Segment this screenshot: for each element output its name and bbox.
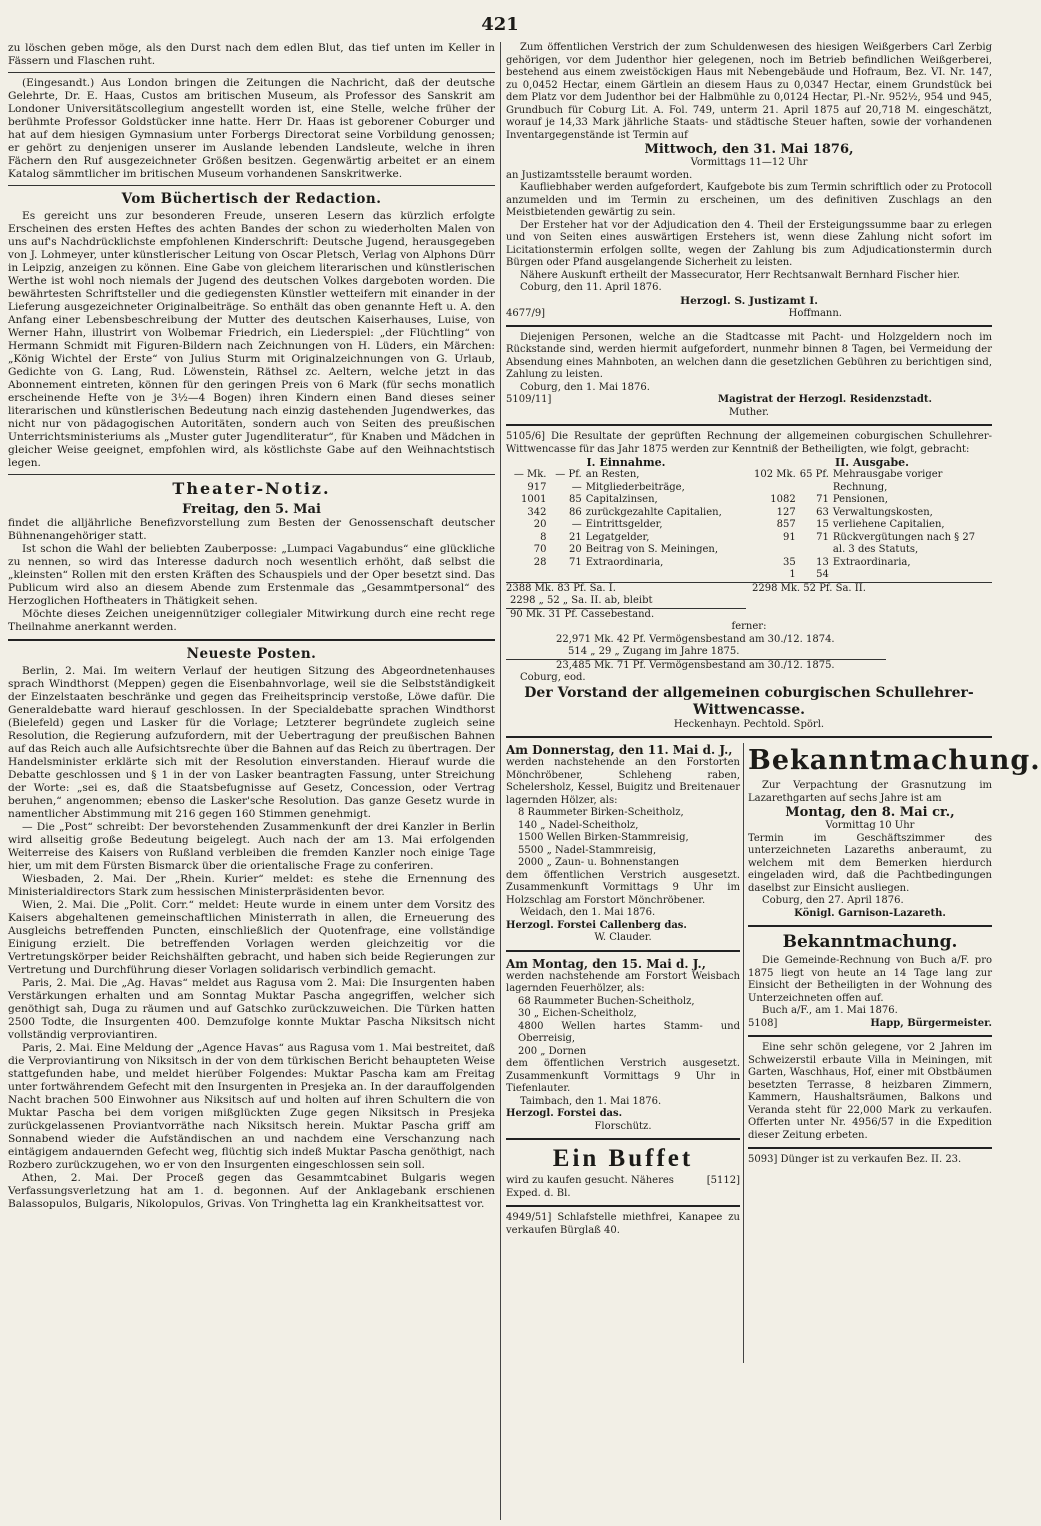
left-column [8, 42, 495, 1520]
ausgabe-cell: 54 [816, 569, 829, 580]
einnahme-row [506, 532, 746, 545]
villa-ad: Eine sehr schön gelegene, vor 2 Jahren im Schweizerstil erbaute Villa in Meiningen, mit Garten, Waschhaus, Hof, einer mit Obstbäumen besetzten Terrasse, 8 heizbaren Zimmern, Kammern, Haushaltsräumen, Balkons und Veranda steht für 22,000 Mark zu verkaufen. Offerten unter Nr. 4956/57 in die Expedition dieser Zeitung erbeten. [748, 1042, 992, 1141]
einnahme-cell: Beitrag von S. Meiningen, [585, 544, 719, 555]
bekanntmachung-2-text: Die Gemeinde-Rechnung von Buch a/F. pro 1875 liegt von heute an 14 Tage lang zur Einsicht der Betheiligten in der Wohnung des Unterzeichneten offen auf. [748, 955, 992, 1004]
bekanntmachung-2-place: Buch a/F., am 1. Mai 1876. [762, 1005, 898, 1016]
holz1-item: 5500 „ Nadel-Stammreisig, [518, 844, 657, 856]
theater-heading: Theater-Notiz. [172, 479, 331, 498]
einnahme-cell: — Mk. [513, 469, 547, 480]
buechertisch-article: Es gereicht uns zur besonderen Freude, unseren Lesern das kürzlich erfolgte Erscheinen des ersten Heftes des achten Bandes der schon zu wiederholten Malen von uns auf's Nachdrücklichste empfohlenen Kinderschrift: Deutsche Jugend, herausgegeben von J. Lohmeyer, unter künstlerischer Leitung von Oscar Pletsch, Verlag von Alphons Dürr in Leipzig, anzeigen zu können. Eine Gabe von gleichem literarischen und künstlerischen Werthe ist wohl noch niemals der Jugend des deutschen Volkes dargeboten worden. Die bewährtesten Schriftsteller und die gediegensten Künstler wetteifern mit einander in der Lieferung ausgezeichneter Originalbeiträge. So enthält das oben genannte Heft u. A. den Anfang einer Lebensbeschreibung der Mutter des deutschen Kaiserhauses, Luise, von Werner Hahn, illustrirt von Wolbemar Friedrich, ein Liederspiel: „der Flüchtling“ von Hermann Schmidt mit Figuren-Bildern nach Zeichnungen von H. Lüders, ein Märchen: „König Wichtel der Erste“ von Julius Sturm mit Originalzeichnungen von G. Urlaub, Gedichte von G. Lang, Rud. Löwenstein, Räthsel zc. Aeltern, welche jetzt in das Abonnement eintreten, können für den geringen Preis von 6 Mark (für sechs monatlich erscheinende Hefte von je 3½—4 Bogen) ihren Kindern einen Band dieses seiner literarischen und künstlerischen Bedeutung nach einzig dastehenden Jugendwerkes, das nicht nur von pädagogischen Autoritäten, sondern auch von Seiten des preußischen Unterrichtsministeriums als „Muster guter Jugendliteratur“, für Knaben und Mädchen in gleicher Weise geeignet, empfohlen wird, als köstlichste Gabe auf den Weihnachtstisch legen. [8, 210, 495, 469]
einnahme-block [506, 456, 746, 582]
holz1-item: 8 Raummeter Birken-Scheitholz, [518, 807, 684, 818]
ausgabe-cell: Extraordinaria, [832, 556, 911, 568]
holz1-text: werden nachstehende an den Forstorten Mönchröbener, Schleheng raben, Schelersholz, Kessel, Buigitz und Breitenauer lagernden Hölzer, als: [506, 757, 740, 806]
theater-date: Freitag, den 5. Mai [182, 502, 321, 517]
ausgabe-sum: 2298 Mk. 52 Pf. Sa. II. [752, 582, 866, 594]
stadtcasse-name: Muther. [729, 406, 769, 418]
versteigerung-p3: Kaufliebhaber werden aufgefordert, Kaufgebote bis zum Termin schriftlich oder zu Protocoll anzumelden und im Termin zu erscheinen, um des definitiven Zuschlags an den Meistbietenden gewärtig zu sein. [506, 182, 992, 218]
ausgabe-cell: 35 [783, 556, 796, 568]
holz1-list [506, 807, 740, 870]
holz2-sign: Herzogl. Forstei das. [506, 1108, 623, 1119]
holz1-item: 1500 Wellen Birken-Stammreisig, [518, 832, 689, 843]
versteigerung-text: Zum öffentlichen Verstrich der zum Schuldenwesen des hiesigen Weißgerbers Carl Zerbig gehörigen, vor dem Judenthor hier gelegenen, noch im Betrieb befindlichen Weißgerberei, bestehend aus einem zweistöckigen Haus mit Nebengebäude und Hofraum, Bez. VI. Nr. 147, zu 0,0452 Hectar, einem Gärtlein an diesem Haus zu 0,0347 Hectar, einem Grundstück bei dem Platz vor dem Judenthor bei der Halbmühle zu 0,0124 Hectar, Pl.-Nr. 952½, 954 und 945, Grundbuch für Coburg Lit. A. Fol. 749, unterm 21. April 1875 auf 20,718 M. eingeschätzt, worauf je 14,33 Mark jährliche Staats- und städtische Steuer haften, sowie der vorhandenen Inventargegenstände ist Termin auf [506, 42, 992, 141]
wittwen-place: Coburg, eod. [520, 672, 586, 683]
buffet-text: wird zu kaufen gesucht. Näheres Exped. d. Bl. [506, 1175, 674, 1199]
einnahme-cell: — [571, 519, 582, 530]
einnahme-cell: — [571, 481, 582, 493]
ferner: ferner: [731, 621, 767, 632]
ausgabe-cell: Verwaltungskosten, [832, 506, 933, 518]
holz2-item: 4800 Wellen hartes Stamm- und Oberreisig, [518, 1020, 740, 1044]
ausgabe-cell: 91 [783, 531, 796, 543]
holz2-list [506, 996, 740, 1059]
einnahme-sum: 2388 Mk. 83 Pf. Sa. I. [506, 582, 616, 594]
news-paris-1: Paris, 2. Mai. Die „Ag. Havas“ meldet aus Ragusa vom 2. Mai: Die Insurgenten haben Verstärkungen erhalten und am Sonntag Muktar Pascha angegriffen, welcher sich genöthigt sah, Duga zu räumen und auf Gatschko zurückzuweichen. Die Türken hatten 2500 Todte, die Insurgenten 400. Demzufolge konnte Muktar Pascha Niksitsch nicht vollständig verproviantiren. [8, 977, 495, 1041]
einnahme-row [506, 494, 746, 507]
einnahme-cell: Capitalzinsen, [585, 494, 658, 505]
holz1-end: dem öffentlichen Verstrich ausgesetzt. Zusammenkunft Vormittags 9 Uhr im Holzschlag am Forstort Mönchröbener. [506, 869, 740, 906]
einnahme-cell: 20 [533, 519, 547, 530]
ausgabe-cell: 1082 [770, 494, 796, 505]
intro-text: zu löschen geben möge, als den Durst nach dem edlen Blut, das tief unten im Keller in Fässern und Flaschen ruht. [8, 42, 495, 67]
ausgabe-cell [831, 569, 992, 582]
versteigerung-number: 4677/9] [506, 307, 546, 319]
einnahme-heading: I. Einnahme. [586, 456, 666, 469]
ausgabe-row [752, 519, 992, 532]
einnahme-cell: Extraordinaria, [585, 556, 664, 568]
holz2-item: 30 „ Eichen-Scheitholz, [518, 1008, 637, 1019]
ausgabe-cell: 127 [776, 506, 796, 518]
vermoegen-1874: 22,971 Mk. 42 Pf. Vermögensbestand am 30./12. 1874. [556, 633, 835, 645]
einnahme-cell: an Resten, [585, 469, 640, 480]
versteigerung-p5: Nähere Auskunft ertheilt der Massecurator, Herr Rechtsanwalt Bernhard Fischer hier. [520, 269, 960, 281]
ausgabe-table [752, 469, 992, 582]
holz1-item: 140 „ Nadel-Scheitholz, [518, 819, 639, 831]
bekanntmachung-2-sign: Happ, Bürgermeister. [870, 1017, 992, 1029]
einnahme-cell: zurückgezahlte Capitalien, [585, 506, 722, 518]
theater-p3: Möchte dieses Zeichen uneigennütziger collegialer Mitwirkung durch eine recht rege Theilnahme anerkannt werden. [8, 608, 495, 633]
bekanntmachung-1-sign: Königl. Garnison-Lazareth. [794, 907, 946, 919]
wittwen-names: Heckenhayn. Pechtold. Spörl. [673, 718, 825, 730]
versteigerung-p4: Der Ersteher hat vor der Adjudication den 4. Theil der Ersteigungssumme baar zu erlegen und von Seiten eines auswärtigen Erstehers ist, wenn diese Zahlung nicht sofort im Licitationstermin erfolgen sollte, wegen der Zahlung bis zum Adjudicationstermin durch Bürgen oder Pfand ausgelangende Sicherheit zu leisten. [506, 219, 992, 268]
einnahme-cell: 85 [569, 494, 582, 505]
bekanntmachung-1-title: Bekanntmachung. [748, 745, 1041, 776]
news-berlin: Berlin, 2. Mai. Im weitern Verlauf der heutigen Sitzung des Abgeordnetenhauses sprach Windthorst (Meppen) gegen die Eisenbahnvorlage, weil sie die Selbstständigkeit der Einzelstaaten beschränke und gegen das Freiheitsprincip verstoße, Löwe dafür. Die Generaldebatte ward hierauf geschlossen. In der Specialdebatte sprachen Windthorst (Bielefeld) gegen und Lasker für die Vorlage; Letzterer begründete zugleich seine Resolution, die Regierung aufzufordern, mit der Uebertragung der preußischen Bahnen auf das Reich auch alle Aufsichtsrechte über die Bahnen auf das Reich zu übertragen. Der Handelsminister erklärte sich mit der Resolution einverstanden. Hierauf wurde die Debatte geschlossen und § 1 in der von Lasker beantragten Fassung, unter Streichung der Worte: „sei es, daß die Staatsbefugnisse auf Gesetz, Concession, oder Vertrag beruhen,“ angenommen; ebenso die Lasker'sche Resolution. Das ganze Gesetz wurde in namentlicher Abstimmung mit 216 gegen 160 Stimmen genehmigt. [8, 665, 495, 820]
duenger-ad: 5093] Dünger ist zu verkaufen Bez. II. 23. [748, 1154, 962, 1165]
holz2-place: Taimbach, den 1. Mai 1876. [520, 1095, 662, 1107]
wittwencasse-intro: 5105/6] Die Resultate der geprüften Rechnung der allgemeinen coburgischen Schullehrer-Wittwencasse für das Jahr 1875 werden zur Kenntniß der Betheiligten, wie folgt, gebracht: [506, 431, 992, 455]
ausgabe-block [752, 456, 992, 582]
minus-line: 2298 „ 52 „ Sa. II. ab, bleibt [510, 595, 653, 606]
posten-heading: Neueste Posten. [186, 646, 317, 662]
ausgabe-cell: 71 [816, 531, 829, 543]
bekanntmachung-1-time: Vormittag 10 Uhr [825, 820, 915, 831]
holz1-place: Weidach, den 1. Mai 1876. [520, 907, 656, 918]
einnahme-table [506, 469, 746, 569]
stadtcasse-number: 5109/11] [506, 394, 552, 405]
buechertisch-heading: Vom Büchertisch der Redaction. [121, 191, 382, 207]
holz2-text: werden nachstehende am Forstort Weisbach lagernden Feuerhölzer, als: [506, 970, 740, 994]
einnahme-row [506, 557, 746, 570]
bekanntmachung-1-place: Coburg, den 27. April 1876. [762, 895, 904, 906]
theater-p2: Ist schon die Wahl der beliebten Zauberposse: „Lumpaci Vagabundus“ eine glückliche zu nennen, so wird das Interesse dadurch noch wesentlich erhöht, daß selbst die „kleinsten“ Rollen mit den ersten Kräften des Schauspiels und der Oper besetzt sind. Das Publicum wird also an diesem Abende zum Erstenmale das „Gesammtpersonal“ des Herzoglichen Hoftheaters in Thätigkeit sehen. [8, 543, 495, 607]
einnahme-cell: 1001 [521, 494, 547, 505]
holz1-item: 2000 „ Zaun- u. Bohnenstangen [518, 857, 680, 868]
ausgabe-cell: 13 [816, 556, 829, 568]
ausgabe-row [752, 494, 992, 507]
ausgabe-cell: Pensionen, [832, 494, 888, 505]
eingesandt-article: (Eingesandt.) Aus London bringen die Zeitungen die Nachricht, daß der deutsche Gelehrte, Dr. E. Haas, Custos am britischen Museum, als Professor des Sanskrit am Londoner Universitätscollegium angestellt worden ist, eine Stelle, welche früher der berühmte Professor Goldstücker inne hatte. Herr Dr. Haas ist geborener Coburger und hat auf dem hiesigen Gymnasium unter Forbergs Directorat seine Vorbildung genossen; er gehört zu denjenigen unserer im Auslande lebenden Landsleute, welche in ihren Fächern den Ruf ausgezeichneter Größen besitzen. Gegenwärtig arbeitet er an einem Katalog sämmtlicher im britischen Museum vorhandenen Sanskritwerke. [8, 77, 495, 180]
ausgabe-cell: 63 [816, 506, 829, 518]
holz1-date: Am Donnerstag, den 11. Mai d. J., [506, 743, 733, 757]
ausgabe-heading: II. Ausgabe. [834, 456, 909, 469]
einnahme-cell: 71 [569, 556, 582, 568]
einnahme-cell: 20 [569, 544, 582, 555]
bekanntmachung-2-number: 5108] [748, 1017, 778, 1029]
news-paris-2: Paris, 2. Mai. Eine Meldung der „Agence Havas“ aus Ragusa vom 1. Mai bestreitet, daß die Verproviantirung von Niksitsch in der von dem türkischen Bericht behaupteten Weise stattgefunden habe, und meldet hierüber Folgendes: Muktar Pascha kam am Freitag unter fortwährendem Gefecht mit den Insurgenten in Presjeka an. In der darauffolgenden Nacht brachen 500 Einwohner aus Niksitsch auf und holten auf ihren Schultern die von Muktar Pascha bei dem vorigen mißglückten Zuge gegen Niksitsch in Presjeka zurückgelassenen Proviantvorräthe nach Niksitsch herein. Muktar Pascha griff am Sonnabend wieder die Aufständischen an und nachdem eine Verschanzung nach eintägigem andauernden Gefecht weg, flüchtig sich indeß Muktar Pascha genöthigt, nach Rozbero zurückzugehen, wo er von den Insurgenten eingeschlossen sein soll. [8, 1042, 495, 1171]
column-divider [500, 42, 501, 1520]
schlafstelle-ad: 4949/51] Schlafstelle miethfrei, Kanapee zu verkaufen Bürglaß 40. [506, 1212, 740, 1236]
news-athen: Athen, 2. Mai. Der Proceß gegen das Gesammtcabinet Bulgaris wegen Verfassungsverletzung hat am 1. d. begonnen. Auf der Anklagebank erschienen Balassopulos, Bulgaris, Nikolopulos, Grivas. Von Tringhetta lag ein Krankheitsattest vor. [8, 1172, 495, 1210]
versteigerung-time: Vormittags 11—12 Uhr [690, 157, 808, 168]
einnahme-row [506, 469, 746, 482]
ads-left [506, 743, 740, 1237]
einnahme-cell: Mitgliederbeiträge, [585, 481, 685, 493]
holz2-name: Florschütz. [594, 1120, 652, 1132]
ausgabe-cell: 102 Mk. [754, 469, 796, 480]
holz2-date: Am Montag, den 15. Mai d. J., [506, 956, 706, 971]
page-number: 421 [481, 14, 519, 35]
bekanntmachung-1-text2: Termin im Geschäftszimmer des unterzeichneten Lazareths anberaumt, zu welchem mit dem Bemerken hierdurch eingeladen wird, daß die Pachtbedingungen daselbst zur Einsicht ausliegen. [748, 832, 992, 894]
news-wiesbaden: Wiesbaden, 2. Mai. Der „Rhein. Kurier“ meldet: es stehe die Ernennung des Ministerialdirectors Stark zum hessischen Ministerpräsidenten bevor. [8, 873, 495, 898]
ausgabe-row [752, 557, 992, 570]
einnahme-row [506, 519, 746, 532]
wittwen-sign: Der Vorstand der allgemeinen coburgischen Schullehrer-Wittwencasse. [524, 684, 974, 718]
theater-p1: findet die alljährliche Benefizvorstellung zum Besten der Genossenschaft deutscher Bühnenangehöriger statt. [8, 517, 495, 542]
buffet-number: [5112] [706, 1175, 740, 1186]
ausgabe-cell: Mehrausgabe voriger Rechnung, [832, 469, 943, 493]
ausgabe-cell: 15 [816, 519, 829, 530]
einnahme-cell: 70 [533, 544, 547, 555]
ausgabe-cell: verliehene Capitalien, [832, 519, 945, 530]
einnahme-cell: 342 [527, 506, 547, 518]
versteigerung-sign: Herzogl. S. Justizamt I. [680, 294, 818, 307]
ausgabe-row [752, 469, 992, 494]
ausgabe-cell: 65 Pf. [799, 469, 829, 480]
einnahme-cell: 86 [569, 506, 582, 518]
holz2-item: 200 „ Dornen [518, 1045, 587, 1057]
ausgabe-row [752, 532, 992, 557]
holz1-sign: Herzogl. Forstei Callenberg das. [506, 919, 687, 931]
ausgabe-cell: 857 [776, 519, 796, 530]
ads-block [506, 743, 1041, 1363]
ausgabe-cell: 1 [789, 569, 796, 580]
vermoegen-zugang: 514 „ 29 „ Zugang im Jahre 1875. [568, 646, 740, 657]
einnahme-row [506, 544, 746, 557]
einnahme-cell: 21 [569, 531, 582, 543]
cassebestand: 90 Mk. 31 Pf. Cassebestand. [506, 608, 746, 622]
stadtcasse-sign: Magistrat der Herzogl. Residenzstadt. [718, 394, 932, 405]
versteigerung-p2: an Justizamtsstelle beraumt worden. [506, 169, 693, 181]
versteigerung-place: Coburg, den 11. April 1876. [520, 282, 662, 293]
einnahme-cell: 8 [540, 531, 547, 543]
stadtcasse-place: Coburg, den 1. Mai 1876. [520, 381, 650, 393]
einnahme-cell: — Pf. [555, 469, 582, 480]
ausgabe-row [752, 569, 992, 582]
ausgabe-row [752, 507, 992, 520]
bekanntmachung-2-title: Bekanntmachung. [782, 932, 958, 952]
einnahme-row [506, 507, 746, 520]
right-column [506, 42, 1041, 1520]
stadtcasse-text: Diejenigen Personen, welche an die Stadtcasse mit Pacht- und Holzgeldern noch im Rückstande sind, werden hiermit aufgefordert, nunmehr binnen 8 Tagen, bei Vermeidung der Absendung eines Mahnboten, an welchen dann die gesetzlichen Gebühren zu berichtigen sind, Zahlung zu leisten. [506, 331, 992, 380]
einnahme-cell: Eintrittsgelder, [585, 519, 663, 530]
ads-right [748, 743, 1041, 1167]
news-wien: Wien, 2. Mai. Die „Polit. Corr.“ meldet: Heute wurde in einem unter dem Vorsitz des Kaisers abgehaltenen gemeinschaftlichen Ministerrath in allen, die Erneuerung des Ausgleichs betreffenden Puncten, einschließlich der Quotenfrage, eine vollständige Einigung erzielt. Die betreffenden Vorlagen werden gleichzeitig vor die Vertretungskörper beider Reichshälften gebracht, und haben sich beide Regierungen zur Vertretung und Durchführung dieser Vorlagen solidarisch verbindlich gemacht. [8, 899, 495, 976]
ausgabe-cell: 71 [816, 494, 829, 505]
holz2-end: dem öffentlichen Verstrich ausgesetzt. Zusammenkunft Vormittags 9 Uhr in Tiefenlauter. [506, 1058, 740, 1094]
einnahme-cell: 917 [527, 481, 547, 493]
holz1-name: W. Clauder. [594, 932, 652, 943]
einnahme-cell: 28 [533, 556, 547, 568]
versteigerung-name: Hoffmann. [788, 307, 842, 319]
holz2-item: 68 Raummeter Buchen-Scheitholz, [518, 995, 695, 1007]
ausgabe-cell: Rückvergütungen nach § 27 al. 3 des Statuts, [832, 531, 976, 555]
vermoegen-1875: 23,485 Mk. 71 Pf. Vermögensbestand am 30./12. 1875. [506, 659, 886, 673]
einnahme-row [506, 482, 746, 495]
news-post: — Die „Post“ schreibt: Der bevorstehenden Zusammenkunft der drei Kanzler in Berlin wird allseitig große Bedeutung beigelegt. Auch nach der am 13. Mai erfolgenden Weiterreise des Kaisers von Rußland verbleiben die fremden Kanzler noch einige Tage hier, um mit dem Fürsten Bismarck über die orientalische Frage zu conferiren. [8, 821, 495, 872]
versteigerung-date: Mittwoch, den 31. Mai 1876, [644, 142, 854, 157]
einnahme-cell: Legatgelder, [585, 531, 650, 543]
bekanntmachung-1-date: Montag, den 8. Mai cr., [785, 805, 955, 820]
bekanntmachung-1-text: Zur Verpachtung der Grasnutzung im Lazarethgarten auf sechs Jahre ist am [748, 780, 992, 804]
buffet-title: Ein Buffet [552, 1145, 694, 1172]
